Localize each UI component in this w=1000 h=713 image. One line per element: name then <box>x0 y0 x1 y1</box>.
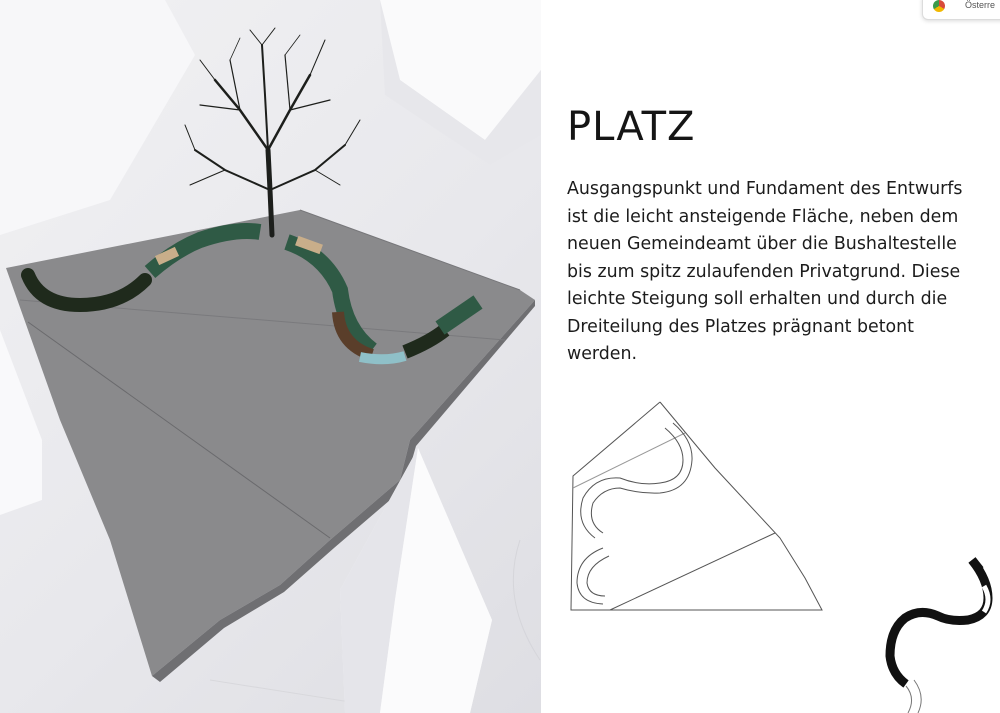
bench-symbol-drawing <box>880 548 1000 713</box>
background-foam-block <box>0 0 195 235</box>
symbol-curve-outline <box>914 680 921 713</box>
plan-division-line <box>610 533 775 610</box>
plan-division-line <box>573 433 685 488</box>
plan-bench-curve <box>591 423 692 533</box>
page-title: PLATZ <box>567 104 696 150</box>
symbol-curve-dark <box>890 560 988 684</box>
plan-bench-curve <box>587 556 609 596</box>
body-paragraph: Ausgangspunkt und Fundament des Entwurfs ist die leicht ansteigende Fläche, neben dem neuen Gemeindeamt über die Bushaltestelle bis zum spitz zulaufenden Privatgrund. Diese leichte Steigung soll erhalten und durch die Dreiteilung des Platzes prägnant betont werden. <box>567 179 963 364</box>
badge-label: Österre <box>965 0 996 10</box>
foam-block-left <box>0 330 42 515</box>
plan-outline <box>571 402 822 610</box>
site-plan-drawing <box>565 398 830 618</box>
badge-logo-icon <box>933 0 945 12</box>
symbol-curve-outline <box>906 686 912 713</box>
plan-bench-curve <box>581 428 683 538</box>
corner-badge[interactable] <box>922 0 1000 20</box>
tree <box>185 28 360 235</box>
